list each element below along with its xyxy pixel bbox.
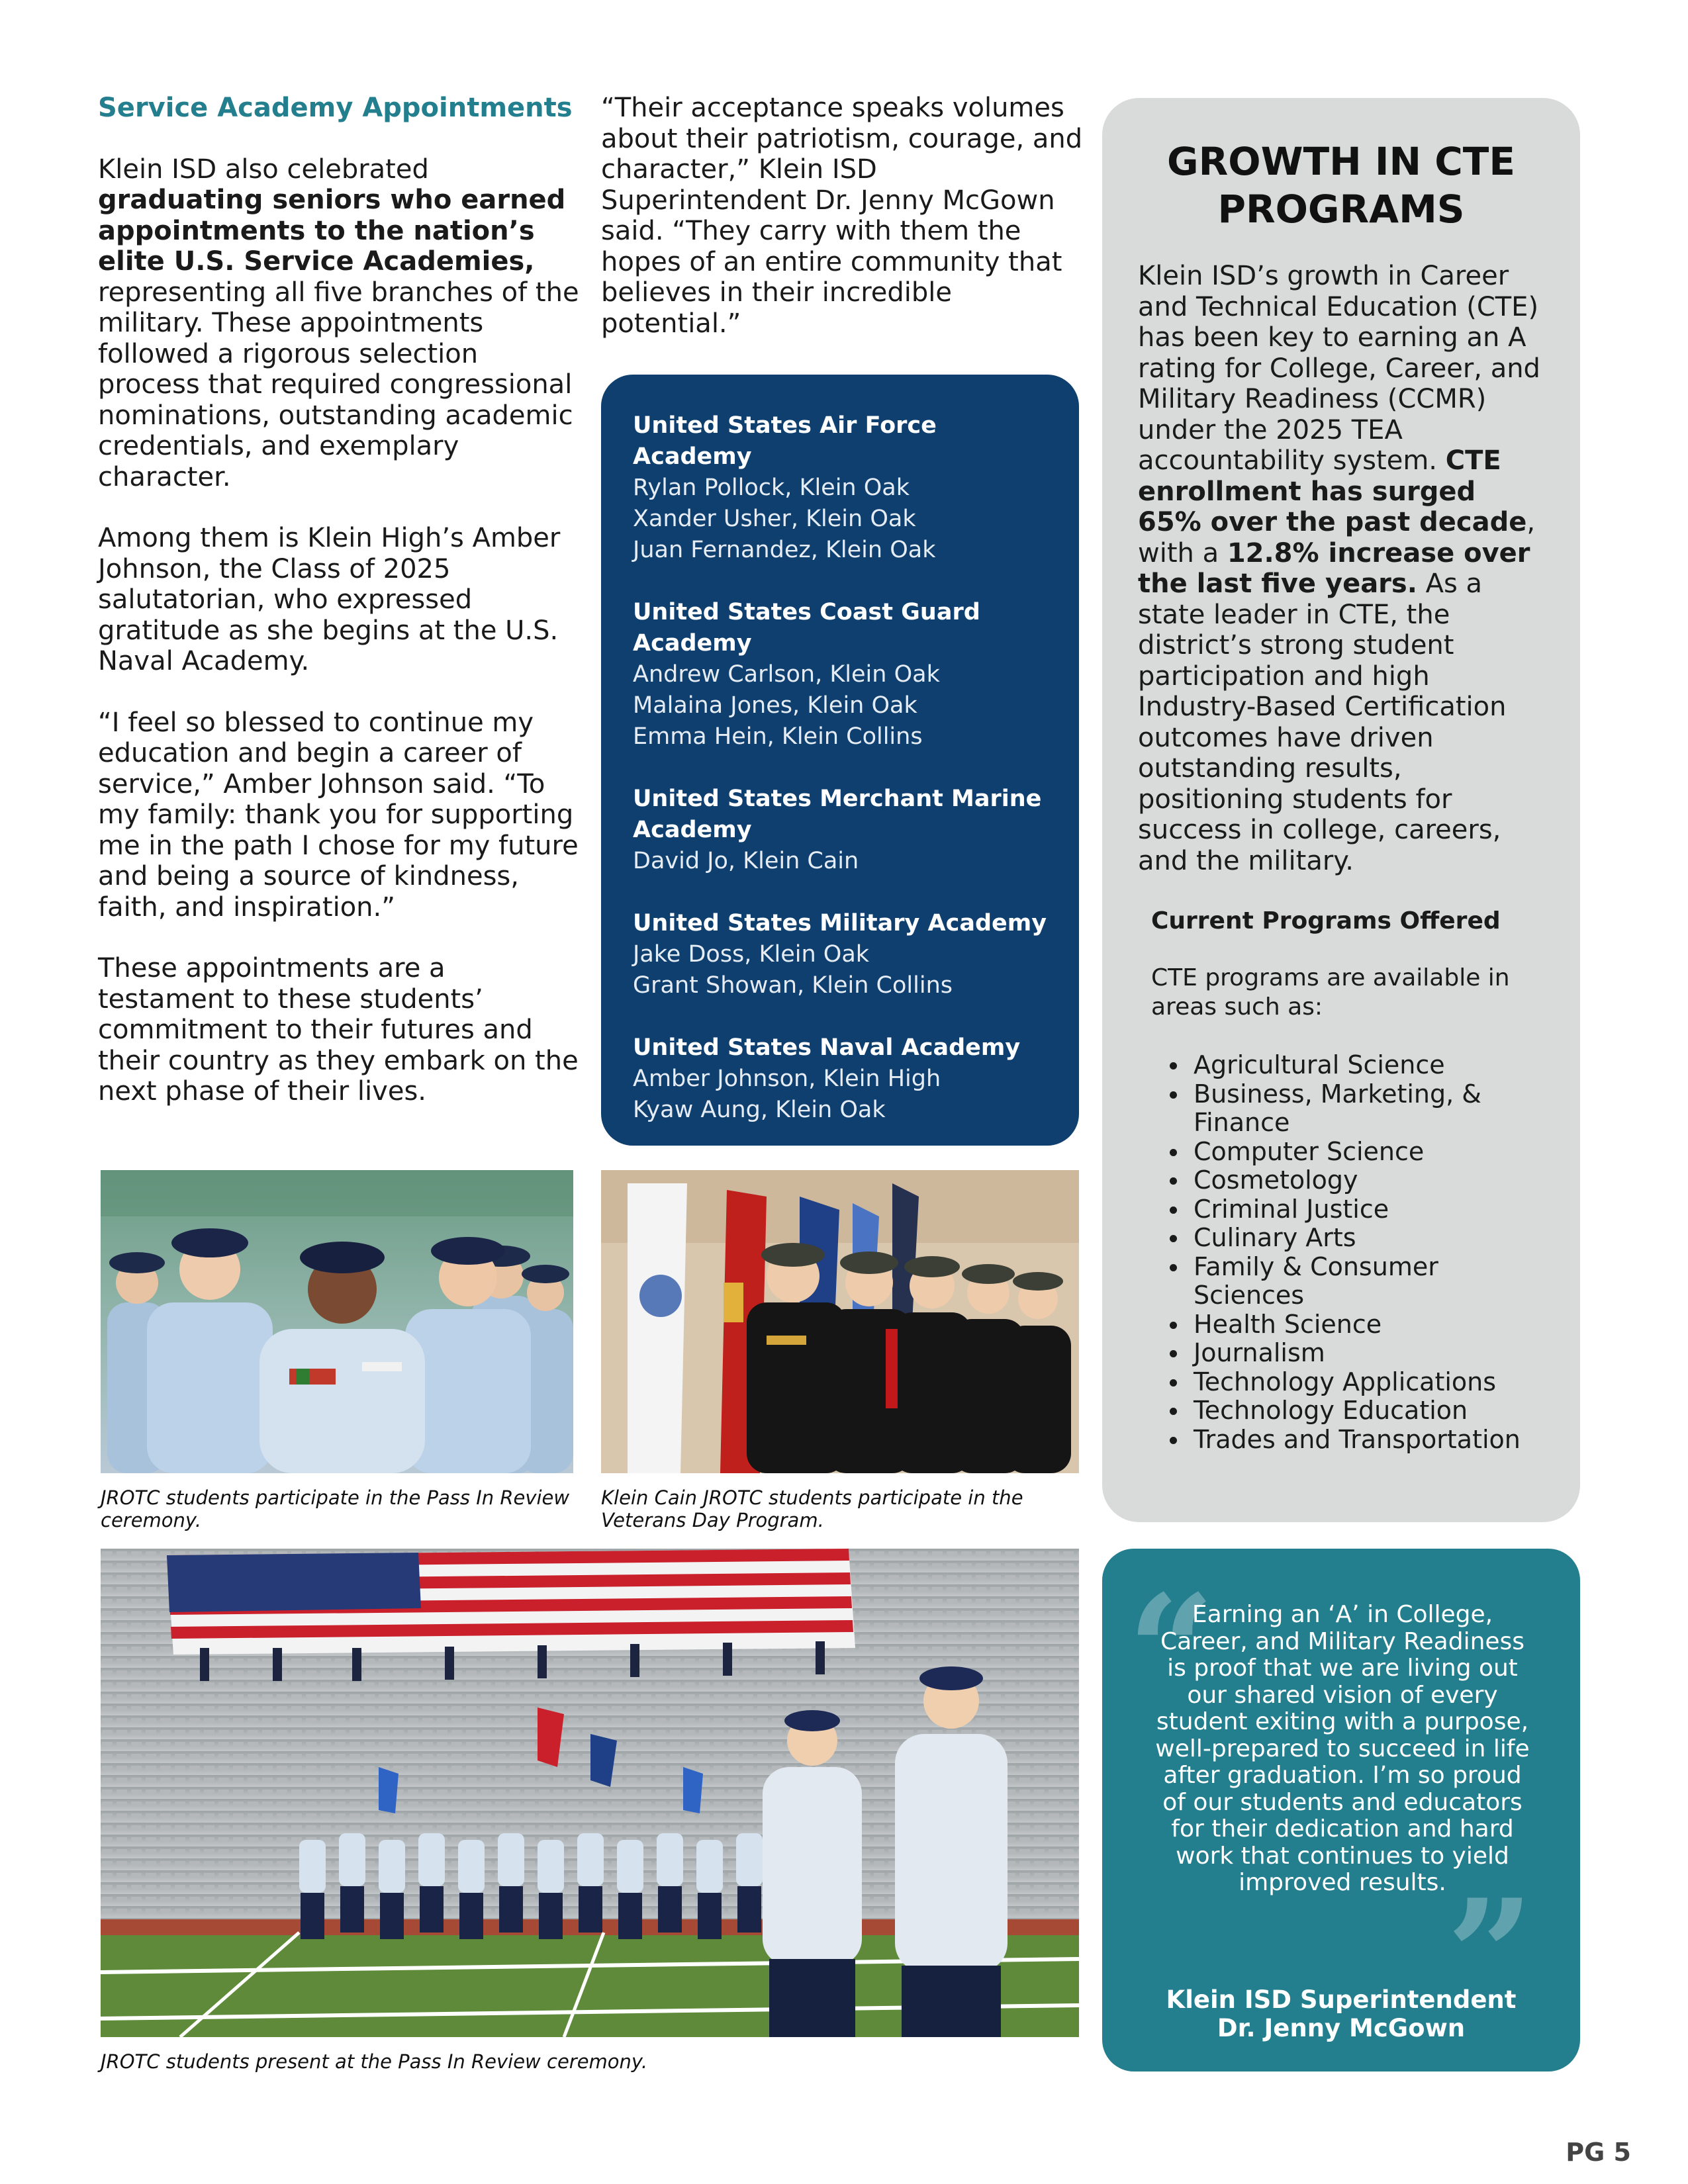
text-run: Klein ISD also celebrated xyxy=(98,154,429,185)
program-item: Technology Applications xyxy=(1194,1368,1544,1397)
paragraph-amber: Among them is Klein High’s Amber Johnson, the Class of 2025 salutatorian, who expressed gratitude as she begins at the U.S. Naval Academy. xyxy=(98,523,561,676)
academy-name: United States Military Academy xyxy=(633,910,1047,936)
cte-intro xyxy=(1138,261,1544,876)
program-item: Trades and Transportation xyxy=(1194,1426,1544,1455)
close-quote-icon: ” xyxy=(1446,1866,1534,2045)
appointee-name: Malaina Jones, Klein Oak xyxy=(633,692,917,719)
program-item: Agricultural Science xyxy=(1194,1051,1544,1080)
program-item: Health Science xyxy=(1194,1310,1544,1340)
academy-name: United States Merchant Marine Academy xyxy=(633,786,1042,843)
text-run: As a state leader in CTE, the district’s strong student participation and high Industry-Based Certification outcomes have driven outstanding results, positioning students for success in college, careers, and the military. xyxy=(1138,569,1507,876)
text-run: representing all five branches of the military. These appointments followed a rigorous selection process that required congressional nominations, outstanding academic credentials, and exemplary character. xyxy=(98,277,579,492)
roster-group xyxy=(633,410,1050,566)
academy-name: United States Naval Academy xyxy=(633,1034,1021,1061)
academy-article xyxy=(98,93,588,1138)
photo-veterans-day-caption: Klein Cain JROTC students participate in the Veterans Day Program. xyxy=(601,1486,1023,1531)
program-item: Criminal Justice xyxy=(1194,1195,1544,1224)
program-item: Technology Education xyxy=(1194,1396,1544,1426)
program-item: Computer Science xyxy=(1194,1138,1544,1167)
text-run: Klein ISD’s growth in Career and Technical Education (CTE) has been key to earning an A rating for College, Career, and Military Readiness (CCMR) under the 2025 TEA accountability system. xyxy=(1138,261,1540,476)
bold-run: graduating seniors who earned appointments to the nation’s elite U.S. Service Academies, xyxy=(98,185,566,277)
program-item: Family & Consumer Sciences xyxy=(1194,1253,1544,1310)
roster-group xyxy=(633,908,1050,1001)
programs-list xyxy=(1138,1051,1544,1454)
quote-attribution xyxy=(1122,1985,1560,2042)
cte-title: GROWTH IN CTE PROGRAMS xyxy=(1167,139,1515,232)
appointee-name: Kyaw Aung, Klein Oak xyxy=(633,1097,886,1123)
bold-run: CTE enrollment has surged 65% over the past decade xyxy=(1138,445,1527,537)
program-item: Journalism xyxy=(1194,1339,1544,1368)
open-quote-icon: “ xyxy=(1127,1562,1215,1741)
academy-name: United States Air Force Academy xyxy=(633,412,937,470)
cte-panel xyxy=(1102,98,1580,1522)
photo-veterans-day xyxy=(601,1170,1079,1473)
photo-pass-in-review xyxy=(101,1170,573,1473)
paragraph-intro xyxy=(98,154,588,493)
attribution-title: Klein ISD Superintendent xyxy=(1166,1985,1517,2014)
photo-veterans-day-image xyxy=(601,1170,1079,1473)
programs-subheading: Current Programs Offered xyxy=(1151,907,1501,934)
program-item: Culinary Arts xyxy=(1194,1224,1544,1253)
paragraph-quote: “I feel so blessed to continue my education and begin a career of service,” Amber Johnson said. “To my family: thank you for supporting me in the path I chose for my future and being a source of kindness, faith, and inspiration.” xyxy=(98,707,579,923)
roster-group xyxy=(633,597,1050,752)
attribution-name: Dr. Jenny McGown xyxy=(1217,2014,1466,2042)
photo-pass-in-review-caption: JROTC students participate in the Pass In Review ceremony. xyxy=(101,1486,570,1531)
photo-pass-in-review-image xyxy=(101,1170,573,1473)
bold-run: 12.8% increase over the last five years. xyxy=(1138,537,1530,599)
roster-group xyxy=(633,1032,1050,1126)
programs-intro: CTE programs are available in areas such as: xyxy=(1151,964,1510,1021)
page-number: PG 5 xyxy=(1566,2138,1631,2167)
program-item: Cosmetology xyxy=(1194,1166,1544,1195)
appointee-name: Xander Usher, Klein Oak xyxy=(633,506,916,532)
appointee-name: Grant Showan, Klein Collins xyxy=(633,972,953,999)
photo-stadium-review xyxy=(101,1549,1079,2037)
appointee-name: Juan Fernandez, Klein Oak xyxy=(633,537,936,563)
section-heading: Service Academy Appointments xyxy=(98,93,573,123)
text-run: , with a xyxy=(1138,507,1536,569)
ccmr-quote-text: Earning an ‘A’ in College, Career, and Military Readiness is proof that we are living out our shared vision of every student exiting with a purpose, well-prepared to succeed in life after graduation. I’m so proud of our students and educators for their dedication and hard work that continues to yield improved results. xyxy=(1155,1601,1530,1896)
program-item: Business, Marketing, & Finance xyxy=(1194,1080,1544,1138)
roster-group xyxy=(633,784,1050,877)
academy-roster-panel xyxy=(601,375,1079,1146)
academy-name: United States Coast Guard Academy xyxy=(633,599,980,657)
appointee-name: Jake Doss, Klein Oak xyxy=(633,941,870,968)
appointee-name: Amber Johnson, Klein High xyxy=(633,1066,941,1092)
photo-stadium-review-image xyxy=(101,1549,1079,2037)
appointee-name: Rylan Pollock, Klein Oak xyxy=(633,475,910,501)
appointee-name: Emma Hein, Klein Collins xyxy=(633,723,923,750)
paragraph-closing: These appointments are a testament to these students’ commitment to their futures and their country as they embark on the next phase of their lives. xyxy=(98,953,579,1107)
photo-stadium-review-caption: JROTC students present at the Pass In Review ceremony. xyxy=(101,2050,648,2073)
appointee-name: David Jo, Klein Cain xyxy=(633,848,859,874)
appointee-name: Andrew Carlson, Klein Oak xyxy=(633,661,940,688)
superintendent-pull-quote: “Their acceptance speaks volumes about their patriotism, courage, and character,” Klein ISD Superintendent Dr. Jenny McGown said. “They carry with them the hopes of an entire community that believes in their incredible potential.” xyxy=(601,93,1083,339)
ccmr-quote-panel xyxy=(1102,1549,1580,2071)
